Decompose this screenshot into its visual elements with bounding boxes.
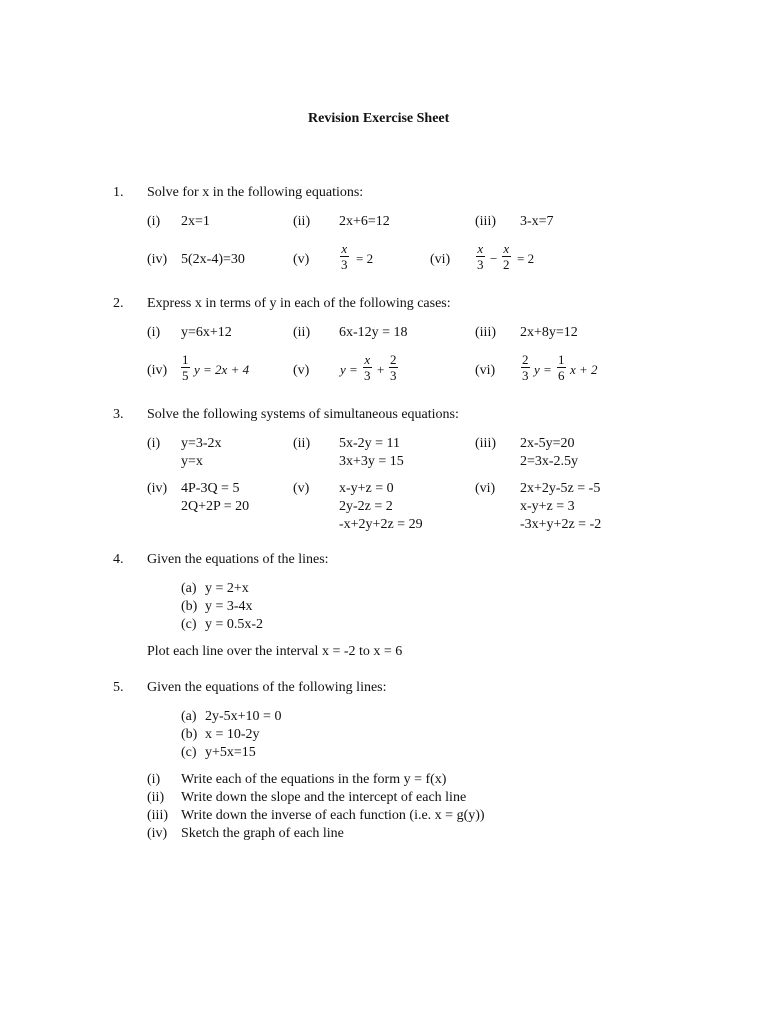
q2-item-iii-equation: 2x+8y=12 <box>520 325 578 340</box>
q3-item-iii-line-2: 2=3x-2.5y <box>520 454 579 469</box>
q5-task-iv-text: Sketch the graph of each line <box>181 826 344 841</box>
q3-item-v-line-1: x-y+z = 0 <box>339 481 394 496</box>
q1-item-vi-numerator-2: x <box>503 241 510 256</box>
q2-item-iv-fraction <box>181 353 190 382</box>
q2-item-v-numerator-1: x <box>364 352 371 367</box>
question-5-number: 5. <box>113 680 124 695</box>
q3-item-iii-line-1: 2x-5y=20 <box>520 436 575 451</box>
q5-line-c-label: (c) <box>181 745 197 760</box>
question-2-prompt: Express x in terms of y in each of the following cases: <box>147 296 451 311</box>
q3-item-iii-label: (iii) <box>475 436 496 451</box>
q2-item-vi-denominator-2: 6 <box>558 368 565 383</box>
q2-item-iv-rest: y = 2x + 4 <box>194 362 250 377</box>
q3-item-iv-line-2: 2Q+2P = 20 <box>181 499 250 514</box>
q5-line-a-equation: 2y-5x+10 = 0 <box>205 709 282 724</box>
q1-item-vi-denominator-2: 2 <box>503 257 510 272</box>
q3-item-ii-line-2: 3x+3y = 15 <box>339 454 404 469</box>
q2-item-iv-numerator: 1 <box>182 352 189 367</box>
q2-item-iii-label: (iii) <box>475 325 496 340</box>
q1-item-i-equation: 2x=1 <box>181 214 210 229</box>
question-4-prompt: Given the equations of the lines: <box>147 552 329 567</box>
q3-item-iv-label: (iv) <box>147 481 168 496</box>
q2-item-iv-label: (iv) <box>147 363 168 378</box>
q1-item-ii-equation: 2x+6=12 <box>339 214 390 229</box>
q1-item-iii-equation: 3-x=7 <box>520 214 554 229</box>
question-1-number: 1. <box>113 185 124 200</box>
q2-item-vi-numerator-2: 1 <box>558 352 565 367</box>
q1-item-vi-label: (vi) <box>430 252 451 267</box>
q1-item-v-fraction <box>340 242 349 271</box>
q2-item-ii-equation: 6x-12y = 18 <box>339 325 408 340</box>
q5-task-i-label: (i) <box>147 772 161 787</box>
q3-item-v-line-2: 2y-2z = 2 <box>339 499 393 514</box>
question-5-prompt: Given the equations of the following lines: <box>147 680 387 695</box>
q5-line-c-equation: y+5x=15 <box>205 745 256 760</box>
q5-task-i-text: Write each of the equations in the form y = f(x) <box>181 772 447 787</box>
q5-task-ii-text: Write down the slope and the intercept of each line <box>181 790 467 805</box>
q1-item-v-label: (v) <box>293 252 310 267</box>
q3-item-ii-label: (ii) <box>293 436 311 451</box>
q4-line-b-label: (b) <box>181 599 198 614</box>
q2-item-v-label: (v) <box>293 363 310 378</box>
q2-item-vi-label: (vi) <box>475 363 496 378</box>
q1-item-vi-numerator-1: x <box>477 241 484 256</box>
q2-item-v-numerator-2: 2 <box>390 352 397 367</box>
q5-line-b-label: (b) <box>181 727 198 742</box>
q3-item-v-line-3: -x+2y+2z = 29 <box>339 517 423 532</box>
q3-item-vi-line-2: x-y+z = 3 <box>520 499 575 514</box>
q5-line-b-equation: x = 10-2y <box>205 727 260 742</box>
q1-item-ii-label: (ii) <box>293 214 311 229</box>
q2-item-vi-numerator-1: 2 <box>522 352 529 367</box>
q2-item-i-equation: y=6x+12 <box>181 325 232 340</box>
q1-item-iii-label: (iii) <box>475 214 496 229</box>
q1-item-iv-equation: 5(2x-4)=30 <box>181 252 245 267</box>
q5-task-ii-label: (ii) <box>147 790 165 805</box>
q1-item-v-numerator: x <box>341 241 348 256</box>
q2-item-v-denominator-2: 3 <box>390 368 397 383</box>
question-1-prompt: Solve for x in the following equations: <box>147 185 364 200</box>
question-4-number: 4. <box>113 552 124 567</box>
q4-line-a-label: (a) <box>181 581 197 596</box>
q2-item-iv-denominator: 5 <box>182 368 189 383</box>
q1-item-vi-operator: − <box>490 251 498 266</box>
q1-item-iv-label: (iv) <box>147 252 168 267</box>
question-3-number: 3. <box>113 407 124 422</box>
q2-item-vi-denominator-1: 3 <box>522 368 529 383</box>
q2-item-i-label: (i) <box>147 325 161 340</box>
q4-instruction: Plot each line over the interval x = -2 to x = 6 <box>147 644 403 659</box>
q1-item-vi-fraction-2 <box>502 242 511 271</box>
q5-task-iii-label: (iii) <box>147 808 168 823</box>
q5-task-iv-label: (iv) <box>147 826 168 841</box>
q2-item-vi-rest: x + 2 <box>570 362 598 377</box>
q3-item-vi-line-1: 2x+2y-5z = -5 <box>520 481 601 496</box>
q2-item-v-fraction-2 <box>389 353 398 382</box>
q4-line-b-equation: y = 3-4x <box>205 599 253 614</box>
q2-item-v-denominator-1: 3 <box>364 368 371 383</box>
q2-item-ii-label: (ii) <box>293 325 311 340</box>
q3-item-i-line-1: y=3-2x <box>181 436 222 451</box>
q2-item-vi-fraction-1 <box>521 353 530 382</box>
q2-item-v-lhs: y = <box>340 362 358 377</box>
q1-item-v-denominator: 3 <box>341 257 348 272</box>
question-2-number: 2. <box>113 296 124 311</box>
q3-item-v-label: (v) <box>293 481 310 496</box>
q1-item-vi-fraction-1 <box>476 242 485 271</box>
q3-item-i-line-2: y=x <box>181 454 203 469</box>
q1-item-i-label: (i) <box>147 214 161 229</box>
q5-line-a-label: (a) <box>181 709 197 724</box>
q3-item-vi-line-3: -3x+y+2z = -2 <box>520 517 602 532</box>
q5-task-iii-text: Write down the inverse of each function (i.e. x = g(y)) <box>181 808 485 823</box>
q3-item-ii-line-1: 5x-2y = 11 <box>339 436 401 451</box>
q4-line-c-equation: y = 0.5x-2 <box>205 617 264 632</box>
q2-item-vi-mid: y = <box>534 362 552 377</box>
q3-item-iv-line-1: 4P-3Q = 5 <box>181 481 240 496</box>
q3-item-i-label: (i) <box>147 436 161 451</box>
q1-item-v-rhs: = 2 <box>356 251 374 266</box>
question-3-prompt: Solve the following systems of simultaneous equations: <box>147 407 459 422</box>
q2-item-vi-fraction-2 <box>557 353 566 382</box>
page-title: Revision Exercise Sheet <box>308 111 450 126</box>
q1-item-vi-rhs: = 2 <box>517 251 535 266</box>
q2-item-v-fraction-1 <box>363 353 372 382</box>
q3-item-vi-label: (vi) <box>475 481 496 496</box>
q2-item-v-operator: + <box>377 362 385 377</box>
q4-line-a-equation: y = 2+x <box>205 581 249 596</box>
q1-item-vi-denominator-1: 3 <box>477 257 484 272</box>
q4-line-c-label: (c) <box>181 617 197 632</box>
